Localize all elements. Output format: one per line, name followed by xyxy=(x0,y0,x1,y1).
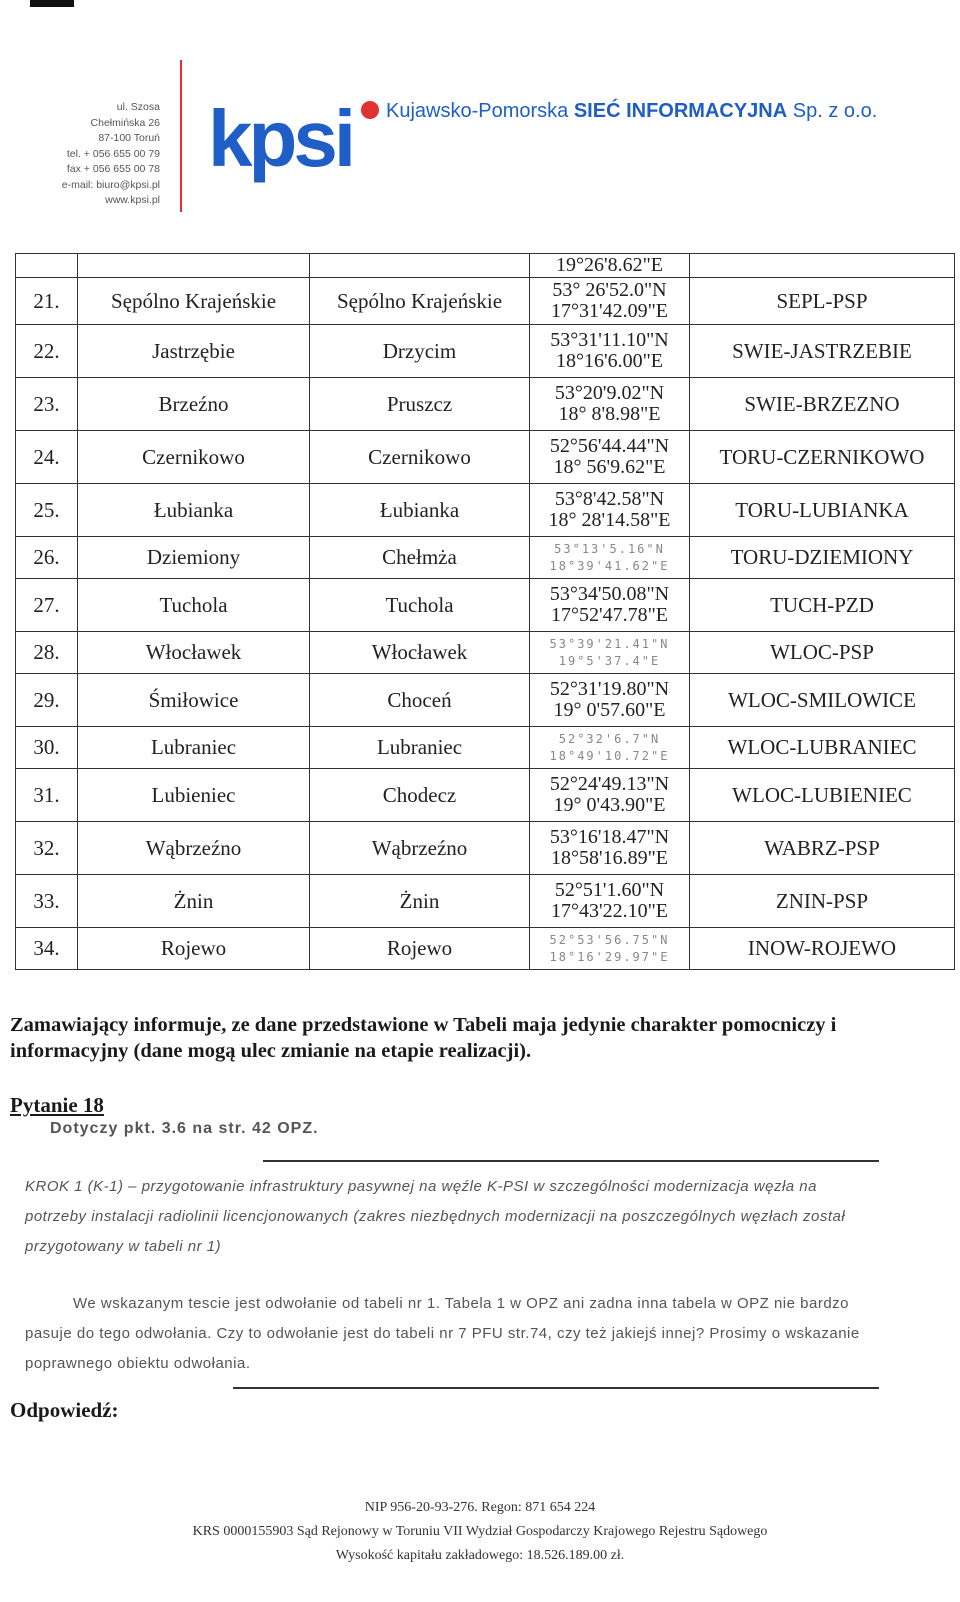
longitude: 17°43'22.10"E xyxy=(551,900,668,922)
commune-cell: Wąbrzeźno xyxy=(310,822,530,875)
table-row xyxy=(16,579,955,632)
header-divider xyxy=(180,60,182,212)
row-number: 24. xyxy=(16,431,78,484)
longitude: 18° 56'9.62"E xyxy=(553,456,666,478)
table-row xyxy=(16,928,955,970)
latitude: 52°24'49.13"N xyxy=(549,773,670,795)
company-name-regular: Kujawsko-Pomorska xyxy=(386,100,574,122)
locality-cell: Żnin xyxy=(78,875,310,928)
station-code-cell: TORU-CZERNIKOWO xyxy=(690,431,955,484)
company-name-suffix: Sp. z o.o. xyxy=(787,100,878,122)
coord-cell xyxy=(530,769,690,822)
row-number: 25. xyxy=(16,484,78,537)
footer-line: NIP 956-20-93-276. Regon: 871 654 224 xyxy=(364,1500,596,1515)
coord-cell xyxy=(530,484,690,537)
station-code-cell: ZNIN-PSP xyxy=(690,875,955,928)
station-code-cell: INOW-ROJEWO xyxy=(690,928,955,970)
locality-cell: Lubieniec xyxy=(78,769,310,822)
footer xyxy=(0,1496,960,1568)
locality-cell: Dziemiony xyxy=(78,537,310,579)
locality-cell: Wąbrzeźno xyxy=(78,822,310,875)
row-number: 26. xyxy=(16,537,78,579)
commune-cell: Chodecz xyxy=(310,769,530,822)
row-number: 33. xyxy=(16,875,78,928)
coord-cell xyxy=(530,325,690,378)
latitude: 53°20'9.02"N xyxy=(554,382,665,404)
table-row xyxy=(16,484,955,537)
company-name xyxy=(386,100,877,123)
locality-cell: Czernikowo xyxy=(78,431,310,484)
table-row xyxy=(16,325,955,378)
commune-cell: Tuchola xyxy=(310,579,530,632)
question-body: We wskazanym tescie jest odwołanie od tabeli nr 1. Tabela 1 w OPZ ani zadna inna tabela w OPZ nie bardzo pasuje do tego odwołania. Czy to odwołanie jest do tabeli nr 7 PFU str.74, czy też jakiejś innej? Prosimy o wskazanie poprawnego obiektu odwołania. xyxy=(25,1295,860,1372)
longitude: 17°31'42.09"E xyxy=(551,300,668,322)
station-code-cell: SEPL-PSP xyxy=(690,278,955,325)
commune-cell: Łubianka xyxy=(310,484,530,537)
commune-cell: Czernikowo xyxy=(310,431,530,484)
table-row xyxy=(16,632,955,674)
coord-cell xyxy=(530,822,690,875)
station-code-cell: WABRZ-PSP xyxy=(690,822,955,875)
longitude: 19°5'37.4"E xyxy=(558,653,661,668)
row-number: 23. xyxy=(16,378,78,431)
address-line: e-mail: biuro@kpsi.pl xyxy=(61,178,160,191)
coord-cell xyxy=(530,875,690,928)
coord-cell xyxy=(530,278,690,325)
company-name-bold: SIEĆ INFORMACYJNA xyxy=(573,100,788,122)
station-code-cell: TORU-DZIEMIONY xyxy=(690,537,955,579)
longitude: 19° 0'43.90"E xyxy=(553,794,666,816)
commune-cell: Pruszcz xyxy=(310,378,530,431)
locality-cell: Sępólno Krajeńskie xyxy=(78,278,310,325)
locality-cell: Jastrzębie xyxy=(78,325,310,378)
table-row xyxy=(16,769,955,822)
table-row xyxy=(16,537,955,579)
address-line: 87-100 Toruń xyxy=(98,132,160,144)
latitude: 53°8'42.58"N xyxy=(554,488,665,510)
answer-label: Odpowiedź: xyxy=(10,1398,119,1422)
longitude: 19° 0'57.60"E xyxy=(553,699,666,721)
commune-cell: Drzycim xyxy=(310,325,530,378)
latitude: 53°39'21.41"N xyxy=(549,636,670,651)
question-title: Pytanie 18 xyxy=(10,1093,104,1117)
divider-bottom xyxy=(233,1387,879,1389)
latitude: 52°56'44.44"N xyxy=(549,435,670,457)
locality-cell: Rojewo xyxy=(78,928,310,970)
longitude: 18° 8'8.98"E xyxy=(558,403,661,425)
coord-cell xyxy=(530,378,690,431)
divider-top xyxy=(263,1160,879,1162)
table-row xyxy=(16,822,955,875)
locality-cell: Włocławek xyxy=(78,632,310,674)
locality-cell: Lubraniec xyxy=(78,727,310,769)
station-code-cell: WLOC-SMILOWICE xyxy=(690,674,955,727)
table-row xyxy=(16,378,955,431)
station-code-cell: SWIE-BRZEZNO xyxy=(690,378,955,431)
question-quote xyxy=(25,1172,875,1262)
longitude: 17°52'47.78"E xyxy=(551,604,668,626)
locality-cell: Śmiłowice xyxy=(78,674,310,727)
coord-cell xyxy=(530,537,690,579)
longitude: 18°49'10.72"E xyxy=(549,748,670,763)
station-code-cell: TORU-LUBIANKA xyxy=(690,484,955,537)
corner-mark xyxy=(30,0,74,7)
commune-cell: Sępólno Krajeńskie xyxy=(310,278,530,325)
address-line: ul. Szosa Chełmińska 26 xyxy=(90,101,160,129)
row-number: 30. xyxy=(16,727,78,769)
coord-cell xyxy=(530,632,690,674)
latitude: 53°13'5.16"N xyxy=(554,541,665,556)
coord-cell xyxy=(530,579,690,632)
coord-cell xyxy=(530,928,690,970)
coord-cell: 19°26'8.62"E xyxy=(530,254,690,278)
logo-dot xyxy=(361,101,379,119)
locality-cell: Brzeźno xyxy=(78,378,310,431)
footer-line: Wysokość kapitału zakładowego: 18.526.189.00 zł. xyxy=(335,1548,625,1563)
longitude: 18°16'6.00"E xyxy=(556,350,663,372)
footer-line: KRS 0000155903 Sąd Rejonowy w Toruniu VII Wydział Gospodarczy Krajowego Rejestru Sądowego xyxy=(192,1524,768,1539)
station-code-cell: WLOC-PSP xyxy=(690,632,955,674)
commune-cell: Włocławek xyxy=(310,632,530,674)
latitude: 52°53'56.75"N xyxy=(549,932,670,947)
locations-table xyxy=(15,253,955,970)
row-number: 32. xyxy=(16,822,78,875)
table-row xyxy=(16,431,955,484)
question-reference: Dotyczy pkt. 3.6 na str. 42 OPZ. xyxy=(50,1120,319,1137)
latitude: 52°51'1.60"N xyxy=(554,879,665,901)
station-code-cell: WLOC-LUBIENIEC xyxy=(690,769,955,822)
commune-cell: Lubraniec xyxy=(310,727,530,769)
table-row xyxy=(16,875,955,928)
latitude: 53° 26'52.0"N xyxy=(552,279,667,301)
station-code-cell: SWIE-JASTRZEBIE xyxy=(690,325,955,378)
row-number: 34. xyxy=(16,928,78,970)
table-row xyxy=(16,727,955,769)
address-line: tel. + 056 655 00 79 xyxy=(66,147,160,160)
latitude: 53°34'50.08"N xyxy=(549,583,670,605)
commune-cell: Chełmża xyxy=(310,537,530,579)
locality-cell: Łubianka xyxy=(78,484,310,537)
commune-cell: Choceń xyxy=(310,674,530,727)
note-text: Zamawiający informuje, ze dane przedstawione w Tabeli maja jedynie charakter pomocniczy i informacyjny (dane mogą ulec zmianie na etapie realizacji). xyxy=(10,1014,837,1062)
quote-text: KROK 1 (K-1) – przygotowanie infrastruktury pasywnej na węźle K-PSI w szczególności modernizacja węzła na potrzeby instalacji radiolinii licencjonowanych (zakres niezbędnych modernizacji na poszczególnych węzłach został przygotowany w tabeli nr 1) xyxy=(25,1178,846,1255)
company-address xyxy=(60,100,160,209)
coord-cell xyxy=(530,674,690,727)
row-number: 29. xyxy=(16,674,78,727)
commune-cell: Żnin xyxy=(310,875,530,928)
station-code-cell: TUCH-PZD xyxy=(690,579,955,632)
longitude: 18°58'16.89"E xyxy=(551,847,668,869)
station-code-cell: WLOC-LUBRANIEC xyxy=(690,727,955,769)
table-row xyxy=(16,674,955,727)
row-number: 22. xyxy=(16,325,78,378)
row-number: 21. xyxy=(16,278,78,325)
locality-cell: Tuchola xyxy=(78,579,310,632)
coord-cell xyxy=(530,431,690,484)
row-number: 27. xyxy=(16,579,78,632)
latitude: 53°31'11.10"N xyxy=(550,329,669,351)
table-row xyxy=(16,278,955,325)
coord-cell xyxy=(530,727,690,769)
longitude: 18° 28'14.58"E xyxy=(548,509,671,531)
table-row xyxy=(16,254,955,278)
address-line: fax + 056 655 00 78 xyxy=(66,163,160,175)
longitude: 18°16'29.97"E xyxy=(549,949,670,964)
latitude: 52°32'6.7"N xyxy=(558,731,661,746)
logo-text: kpsi xyxy=(208,98,353,183)
row-number: 31. xyxy=(16,769,78,822)
address-line: www.kpsi.pl xyxy=(105,194,160,206)
longitude: 18°39'41.62"E xyxy=(549,558,670,573)
commune-cell: Rojewo xyxy=(310,928,530,970)
latitude: 53°16'18.47"N xyxy=(549,826,670,848)
row-number: 28. xyxy=(16,632,78,674)
kpsi-logo xyxy=(208,98,380,193)
latitude: 52°31'19.80"N xyxy=(549,678,670,700)
